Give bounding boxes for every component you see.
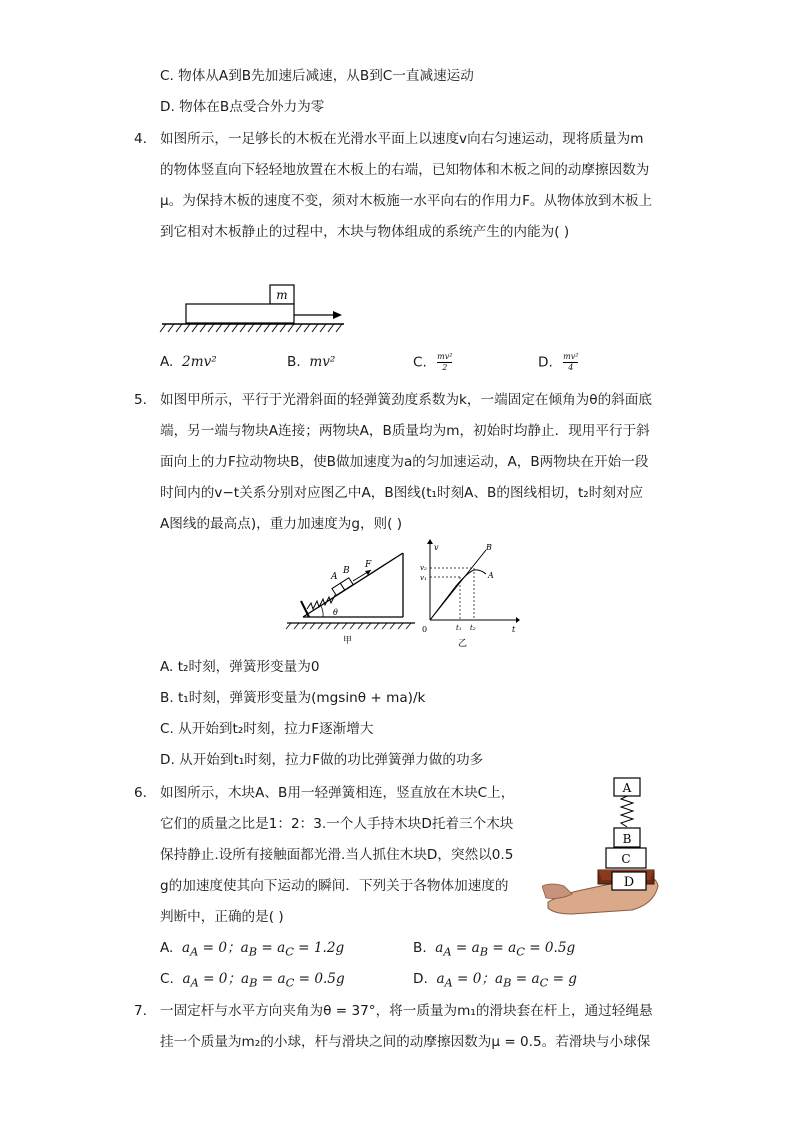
q4-option-a: A. 2mv² — [160, 354, 217, 370]
label-t2: t₂ — [470, 624, 476, 632]
label-b: B — [622, 832, 632, 846]
label-t1: t₁ — [456, 624, 462, 632]
label-c: C — [621, 852, 631, 866]
q6-option-a: A. $a_A = 0$；$a_B = a_C = 1.2g$ — [160, 940, 345, 959]
q6-text-line: 如图所示，木块A、B用一轻弹簧相连，竖直放在木块C上， — [160, 785, 515, 801]
q4-figure — [158, 280, 348, 336]
ground-hatch — [160, 324, 342, 332]
label-v2: v₂ — [420, 564, 427, 572]
q6-text-line: g的加速度使其向下运动的瞬间．下列关于各物体加速度的 — [160, 878, 509, 894]
label-curve-a: A — [488, 571, 494, 580]
mass-label: m — [276, 288, 288, 302]
q6-option-c: C. $a_A = 0$；$a_B = a_C = 0.5g$ — [160, 971, 345, 990]
q6-option-b: B. $a_A = a_B = a_C = 0.5g$ — [413, 940, 576, 959]
label-v1: v₁ — [420, 574, 427, 582]
q6-figure — [542, 774, 662, 916]
axis-v: v — [434, 543, 439, 552]
caption-jia: 甲 — [343, 636, 353, 645]
caption-yi: 乙 — [458, 639, 468, 648]
q6-number: 6. — [134, 785, 147, 801]
label-a: A — [331, 572, 338, 582]
q4-option-c: C. $\frac{\text{mv²}}{2}$ — [413, 352, 453, 372]
q3-option-c: C. 物体从A到B先加速后减速，从B到C一直减速运动 — [160, 68, 474, 84]
q6-text-line: 它们的质量之比是1：2：3.一个人手持木块D托着三个木块 — [160, 816, 514, 832]
q5-option-b: B. t₁时刻，弹簧形变量为(mgsinθ + ma)/k — [160, 690, 426, 706]
q5-text-line: 时间内的v−t关系分别对应图乙中A，B图线(t₁时刻A、B的图线相切，t₂时刻对应 — [160, 485, 644, 501]
q4-option-b: B. mv² — [287, 354, 336, 370]
q6-text-line: 保持静止.设所有接触面都光滑.当人抓住木块D，突然以0.5 — [160, 847, 514, 863]
label-d: D — [623, 875, 635, 890]
label-b: B — [343, 566, 350, 576]
label-a: A — [622, 781, 632, 795]
q4-option-d: D. $\frac{\text{mv²}}{4}$ — [538, 352, 579, 372]
label-line-b: B — [486, 543, 492, 552]
curve-a — [430, 570, 486, 620]
axis-t: t — [512, 625, 516, 634]
q4-text-line: 的物体竖直向下轻轻地放置在木板上的右端，已知物体和木板之间的动摩擦因数为 — [160, 162, 650, 178]
q5-figure-incline — [285, 545, 420, 645]
label-theta: θ — [333, 608, 338, 617]
q7-number: 7. — [134, 1003, 147, 1019]
q4-text-line: 到它相对木板静止的过程中，木块与物体组成的系统产生的内能为( ) — [160, 224, 570, 240]
q6-option-d: D. $a_A = 0$；$a_B = a_C = g$ — [413, 971, 577, 990]
board — [186, 304, 294, 323]
wall-stop — [301, 601, 309, 617]
label-f: F — [365, 560, 372, 570]
q4-number: 4. — [134, 131, 147, 147]
q5-text-line: 如图甲所示，平行于光滑斜面的轻弹簧劲度系数为k，一端固定在倾角为θ的斜面底 — [160, 392, 652, 408]
q6-text-line: 判断中，正确的是( ) — [160, 909, 284, 925]
q5-text-line: A图线的最高点)，重力加速度为g，则( ) — [160, 516, 403, 532]
origin: 0 — [422, 625, 428, 634]
q5-text-line: 端，另一端与物块A连接；两物块A，B质量均为m，初始时均静止．现用平行于斜 — [160, 423, 650, 439]
q4-text-line: μ。为保持木板的速度不变，须对木板施一水平向右的作用力F。从物体放到木板上 — [160, 193, 653, 209]
q5-option-a: A. t₂时刻，弹簧形变量为0 — [160, 659, 320, 675]
q7-text-line: 挂一个质量为m₂的小球，杆与滑块之间的动摩擦因数为μ = 0.5。若滑块与小球保 — [160, 1034, 651, 1050]
q5-text-line: 面向上的力F拉动物块B，使B做加速度为a的匀加速运动，A，B两物块在开始一段 — [160, 454, 649, 470]
q5-option-d: D. 从开始到t₁时刻，拉力F做的功比弹簧弹力做的功多 — [160, 752, 484, 768]
spring — [621, 796, 633, 827]
q4-text-line: 如图所示，一足够长的木板在光滑水平面上以速度v向右匀速运动，现将质量为m — [160, 131, 644, 147]
q7-text-line: 一固定杆与水平方向夹角为θ = 37°，将一质量为m₁的滑块套在杆上，通过轻绳悬 — [160, 1003, 653, 1019]
q5-number: 5. — [134, 392, 147, 408]
q5-option-c: C. 从开始到t₂时刻，拉力F逐渐增大 — [160, 721, 374, 737]
q3-option-d: D. 物体在B点受合外力为零 — [160, 99, 325, 115]
q5-figure-vt-graph — [420, 538, 520, 648]
